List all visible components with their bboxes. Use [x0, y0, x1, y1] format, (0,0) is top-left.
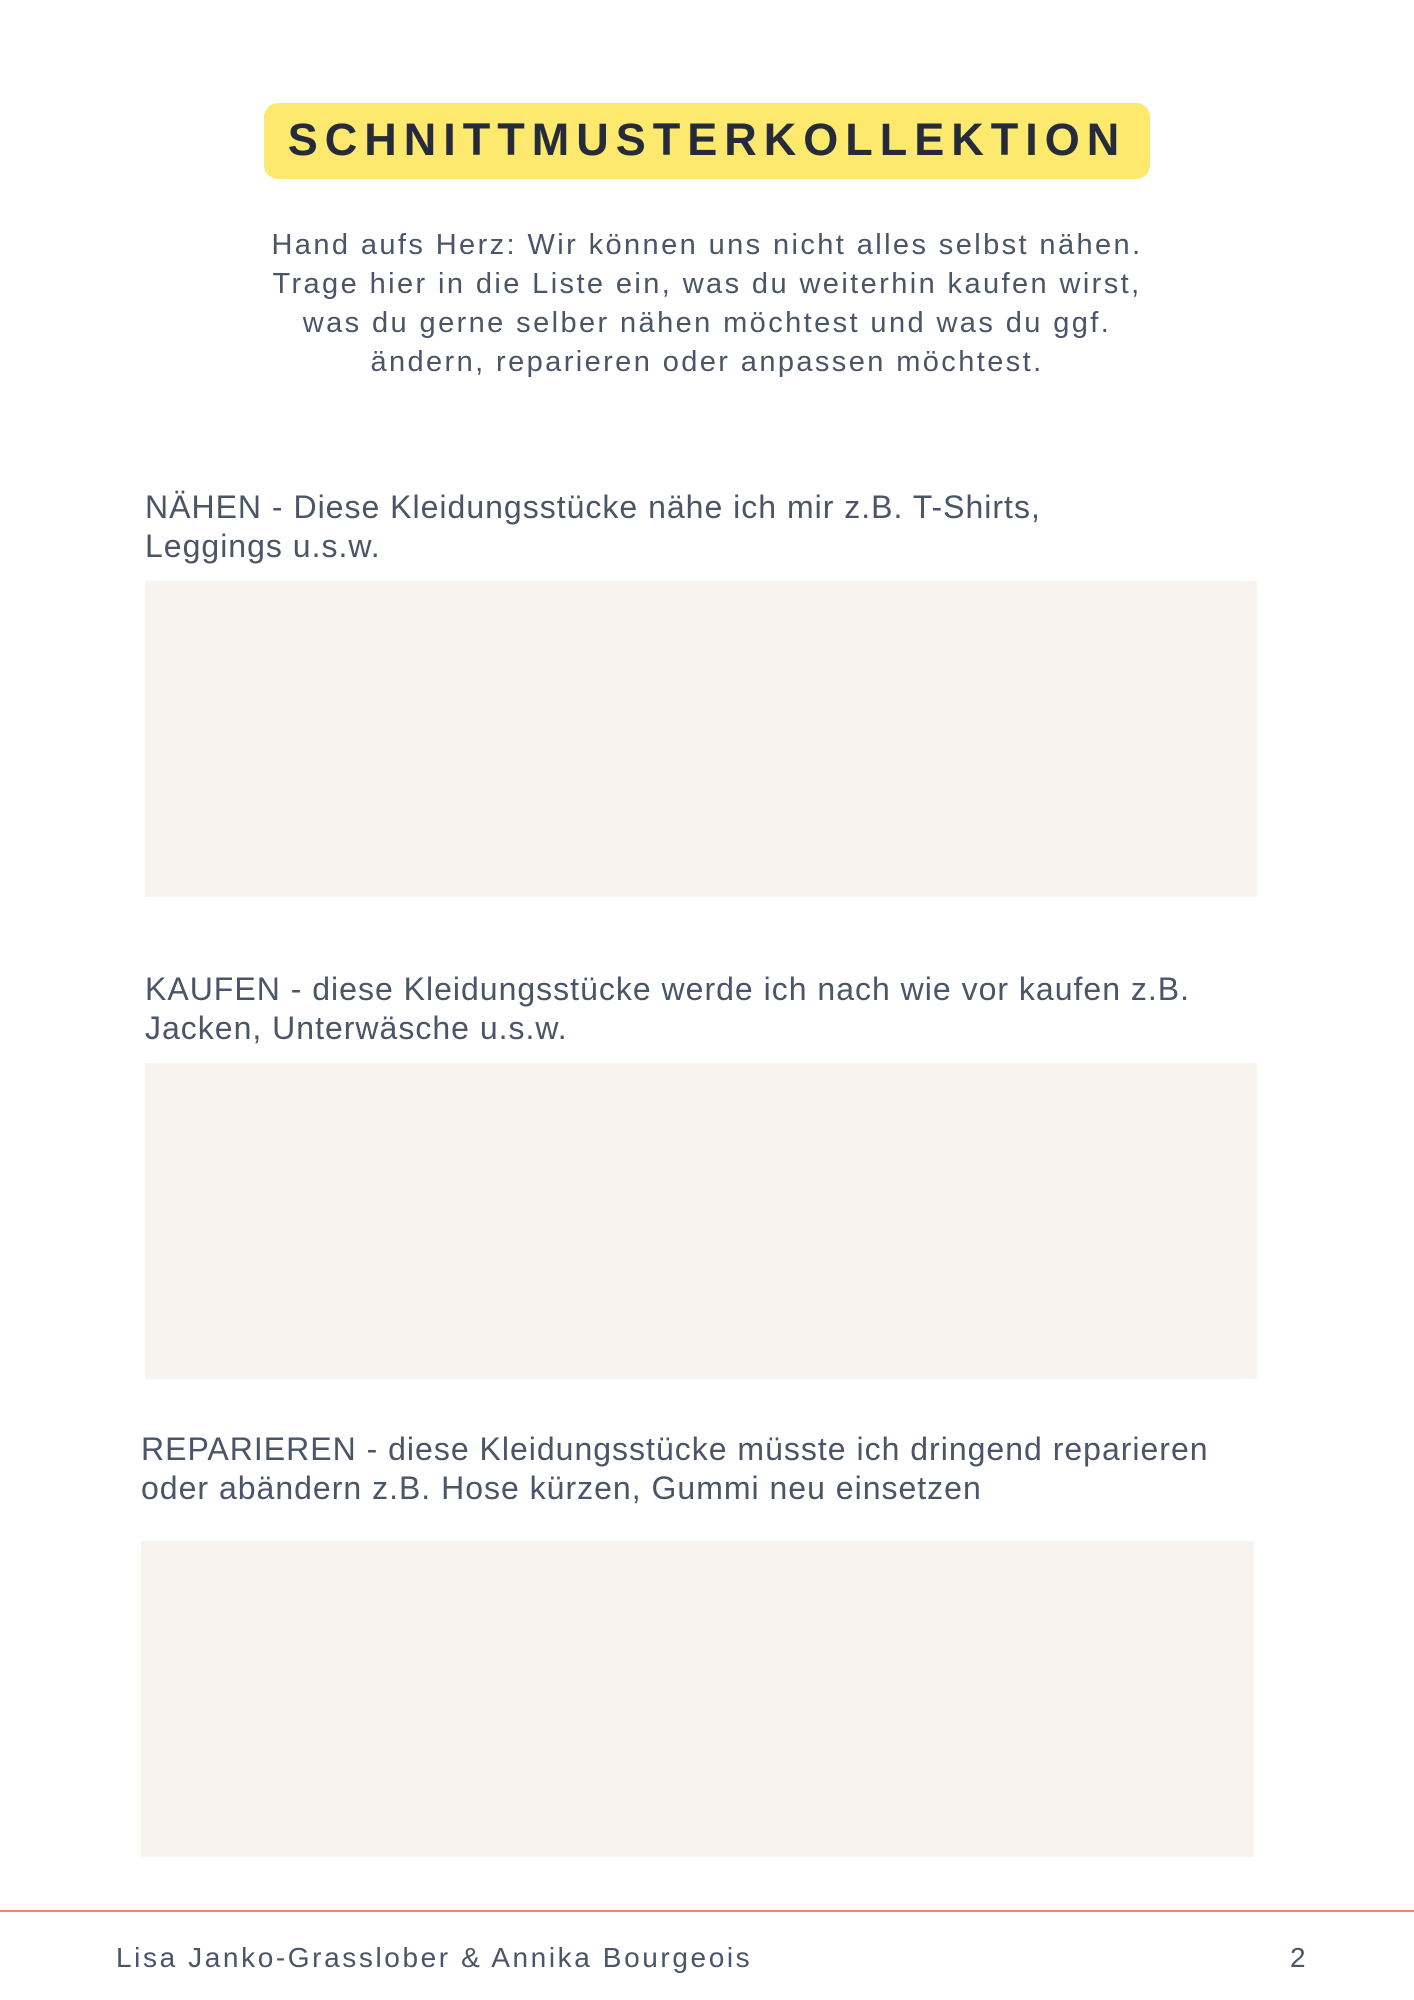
reparieren-entry-box[interactable]	[141, 1541, 1254, 1857]
title-container	[0, 103, 1414, 179]
section-label-kaufen	[145, 970, 1190, 1048]
intro-line: Trage hier in die Liste ein, was du weiterhin kaufen wirst,	[272, 268, 1142, 300]
section-label-line: REPARIEREN - diese Kleidungsstücke müsste ich dringend reparieren	[141, 1431, 1209, 1467]
intro-line: Hand aufs Herz: Wir können uns nicht alles selbst nähen.	[271, 229, 1143, 261]
section-label-line: Leggings u.s.w.	[145, 528, 381, 564]
intro-text	[200, 226, 1214, 382]
intro-line: was du gerne selber nähen möchtest und was du ggf.	[302, 307, 1112, 339]
page-number: 2	[1290, 1942, 1306, 1973]
naehen-entry-box[interactable]	[145, 581, 1257, 897]
page-title: SCHNITTMUSTERKOLLEKTION	[264, 103, 1150, 179]
intro-line: ändern, reparieren oder anpassen möchtest.	[370, 346, 1044, 378]
section-label-line: oder abändern z.B. Hose kürzen, Gummi neu einsetzen	[141, 1470, 982, 1506]
section-label-line: NÄHEN - Diese Kleidungsstücke nähe ich mir z.B. T-Shirts,	[145, 489, 1041, 525]
section-label-reparieren	[141, 1430, 1209, 1508]
section-label-line: Jacken, Unterwäsche u.s.w.	[145, 1010, 568, 1046]
section-label-naehen	[145, 488, 1041, 566]
section-label-line: KAUFEN - diese Kleidungsstücke werde ich nach wie vor kaufen z.B.	[145, 971, 1191, 1007]
footer-authors: Lisa Janko-Grasslober & Annika Bourgeois	[116, 1942, 753, 1973]
kaufen-entry-box[interactable]	[145, 1063, 1257, 1379]
footer-divider	[0, 1910, 1414, 1912]
